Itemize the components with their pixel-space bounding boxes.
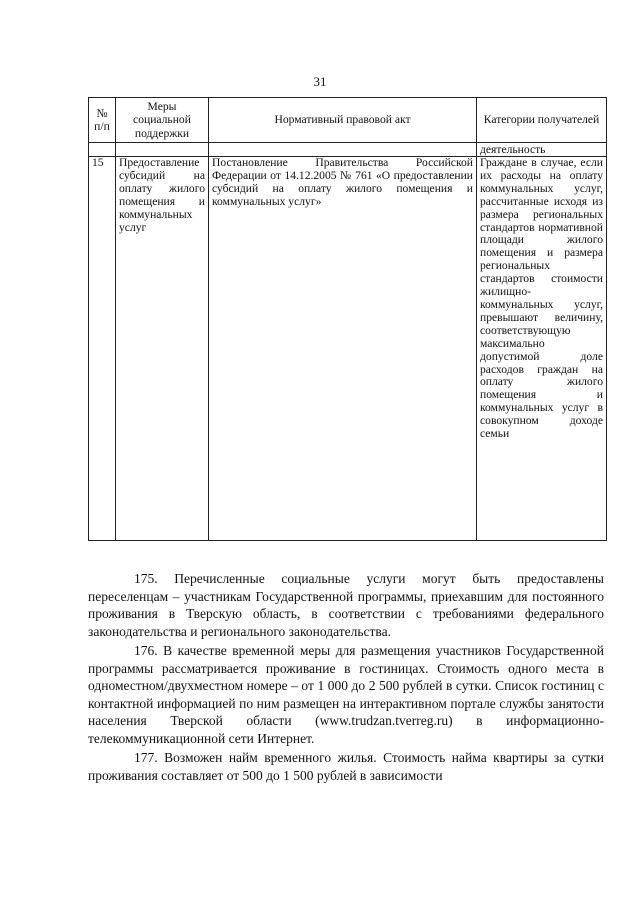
header-act: Нормативный правовой акт xyxy=(209,98,477,143)
header-categories: Категории получателей xyxy=(477,98,607,143)
row-measure: Предоставление субсидий на оплату жилого помещения и коммунальных услуг xyxy=(116,157,209,541)
continuation-row xyxy=(89,143,607,157)
header-num: № п/п xyxy=(89,98,116,143)
body-text xyxy=(88,570,604,786)
table-header-row xyxy=(89,98,607,143)
page-number: 31 xyxy=(313,74,327,89)
continuation-text: деятельность xyxy=(477,143,607,157)
table-row xyxy=(89,157,607,541)
row-categories: Граждане в случае, если их расходы на оплату коммунальных услуг, рассчитанные исходя из размера региональных стандартов нормативной площади жилого помещения и размера региональных стандартов стоимости жилищно-коммунальных услуг, превышают величину, соответствующую максимально допустимой доле расходов граждан на оплату жилого помещения и коммунальных услуг в совокупном доходе семьи xyxy=(477,157,607,541)
row-act: Постановление Правительства Российской Федерации от 14.12.2005 № 761 «О предоставлении субсидий на оплату жилого помещения и коммунальных услуг» xyxy=(209,157,477,541)
paragraph-176: 176. В качестве временной меры для размещения участников Государственной программы рассматривается проживание в гостиницах. Стоимость одного места в одноместном/двухместном номере – от 1 000 до 2 500 рублей в сутки. Список гостиниц с контактной информацией по ним размещен на интерактивном портале службы занятости населения Тверской области (www.trudzan.tverreg.ru) в информационно-телекоммуникационной сети Интернет. xyxy=(88,643,604,746)
header-measures: Меры социальной поддержки xyxy=(116,98,209,143)
paragraph-175: 175. Перечисленные социальные услуги могут быть предоставлены переселенцам – участникам Государственной программы, приехавшим для постоянного проживания в Тверскую область, в соответствии с требованиями федерального законодательства и регионального законодательства. xyxy=(88,571,604,639)
paragraph-177: 177. Возможен найм временного жилья. Стоимость найма квартиры за сутки проживания составляет от 500 до 1 500 рублей в зависимости xyxy=(88,750,604,783)
row-num: 15 xyxy=(89,157,116,541)
social-support-table xyxy=(88,97,607,541)
